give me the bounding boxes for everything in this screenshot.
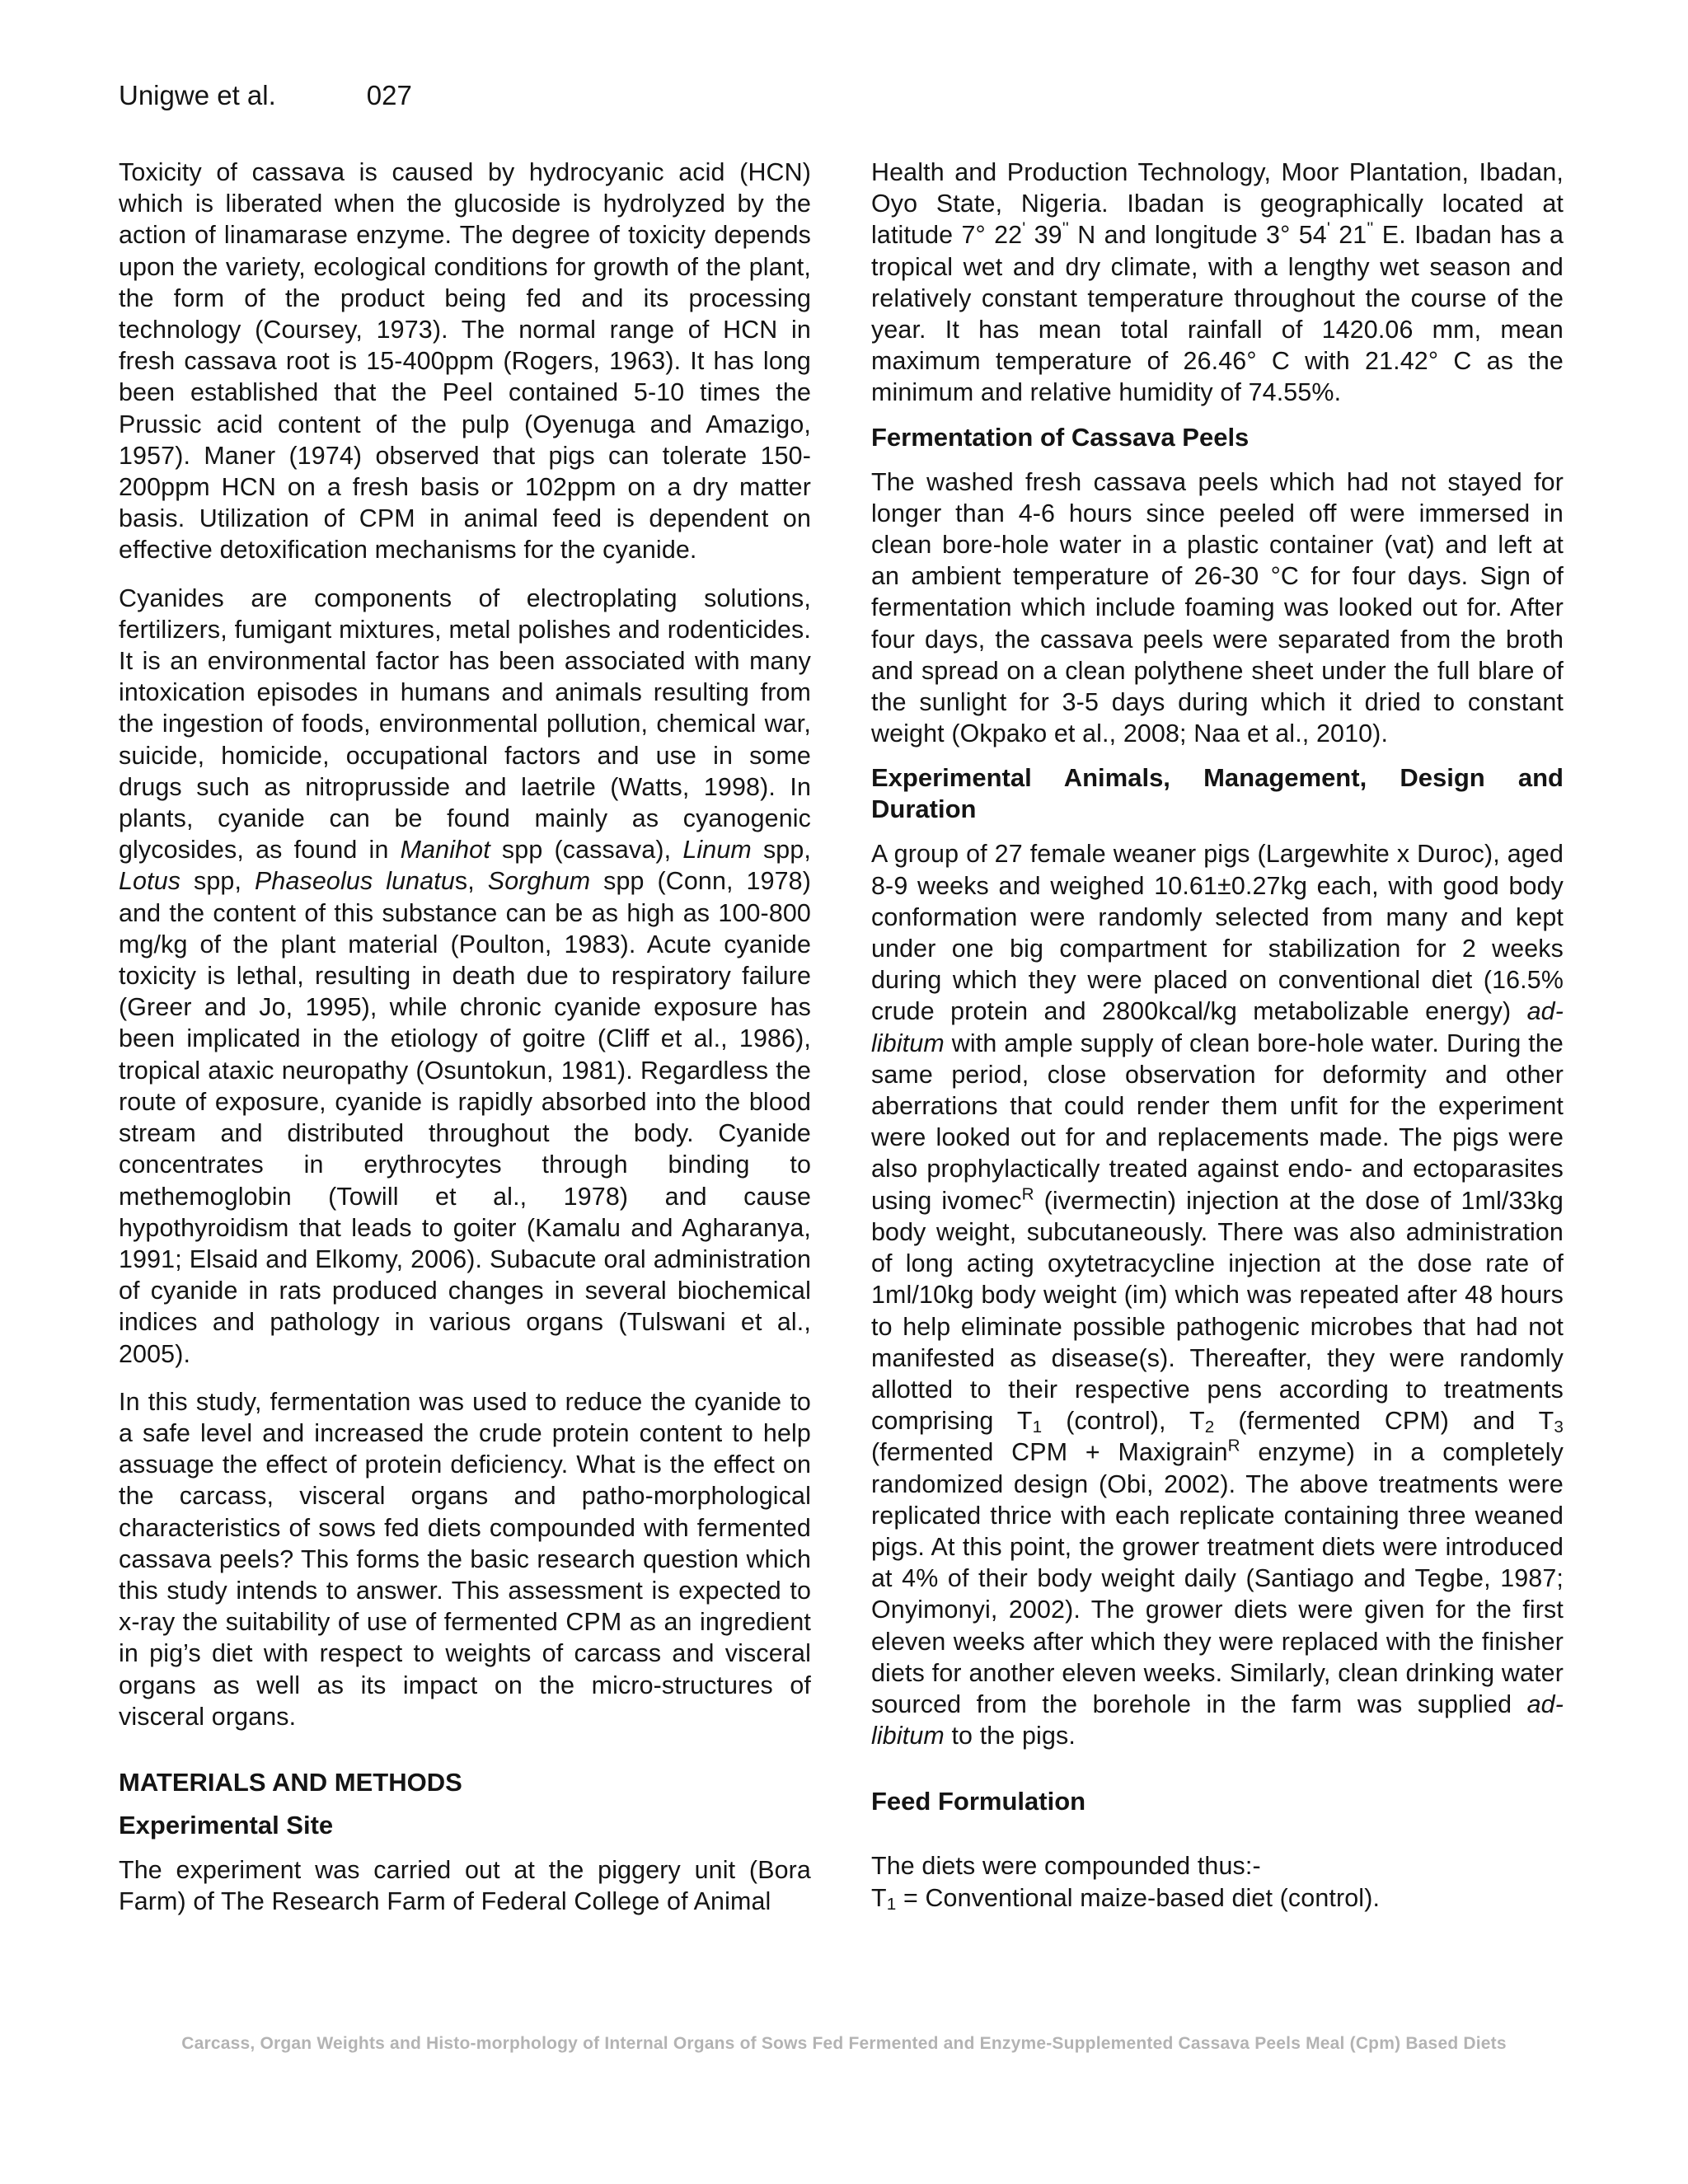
right-column bbox=[871, 157, 1564, 1914]
footer-running-title: Carcass, Organ Weights and Histo-morphology of Internal Organs of Sows Fed Fermented and Enzyme-Supplemented Cassava Peels Meal (Cpm) Based Diets bbox=[181, 2034, 1507, 2053]
paragraph-fermentation: The washed fresh cassava peels which had not stayed for longer than 4-6 hours since peeled off were immersed in clean bore-hole water in a plastic container (vat) and left at an ambient temperature of 26-30 °C for four days. Sign of fermentation which include foaming was looked out for. After four days, the cassava peels were separated from the broth and spread on a clean polythene sheet under the full blare of the sunlight for 3-5 days during which it dried to constant weight (Okpako et al., 2008; Naa et al., 2010). bbox=[871, 467, 1564, 748]
paragraph-cyanides: Cyanides are components of electroplating solutions, fertilizers, fumigant mixtures, metal polishes and rodenticides. It is an environmental factor has been associated with many intoxication episodes in humans and animals resulting from the ingestion of foods, environmental pollution, chemical war, suicide, homicide, occupational factors and use in some drugs such as nitroprusside and laetrile (Watts, 1998). In plants, cyanide can be found mainly as cyanogenic glycosides, as found in Manihot spp (cassava), Linum spp, Lotus spp, Phaseolus lunatus, Sorghum spp (Conn, 1978) and the content of this substance can be as high as 100-800 mg/kg of the plant material (Poulton, 1983). Acute cyanide toxicity is lethal, resulting in death due to respiratory failure (Greer and Jo, 1995), while chronic cyanide exposure has been implicated in the etiology of goitre (Cliff et al., 1986), tropical ataxic neuropathy (Osuntokun, 1981). Regardless the route of exposure, cyanide is rapidly absorbed into the blood stream and distributed throughout the body. Cyanide concentrates in erythrocytes through binding to methemoglobin (Towill et al., 1978) and cause hypothyroidism that leads to goiter (Kamalu and Agharanya, 1991; Elsaid and Elkomy, 2006). Subacute oral administration of cyanide in rats produced changes in several biochemical indices and pathology in various organs (Tulswani et al., 2005). bbox=[119, 583, 812, 1368]
diet-t1: $T_1$ = Conventional maize-based diet (control). bbox=[871, 1883, 1381, 1914]
running-head bbox=[119, 79, 412, 112]
paragraph-experimental-site: The experiment was carried out at the piggery unit (Bora Farm) of The Research Farm of Federal College of Animal bbox=[119, 1855, 811, 1916]
diet-intro: The diets were compounded thus:- bbox=[871, 1852, 1261, 1881]
heading-fermentation: Fermentation of Cassava Peels bbox=[871, 422, 1250, 452]
heading-experimental-site: Experimental Site bbox=[119, 1810, 334, 1840]
paragraph-study-aim: In this study, fermentation was used to reduce the cyanide to a safe level and increased the crude protein content to help assuage the effect of protein deficiency. What is the effect on the carcass, visceral organs and patho-morphological characteristics of sows fed diets compounded with fermented cassava peels? This forms the basic research question which this study intends to answer. This assessment is expected to x-ray the suitability of use of fermented CPM as an ingredient in pig’s diet with respect to weights of carcass and visceral organs as well as its impact on the micro-structures of visceral organs. bbox=[119, 1387, 811, 1731]
author-name: Unigwe et al. bbox=[119, 80, 276, 110]
paragraph-site-continued: Health and Production Technology, Moor Plantation, Ibadan, Oyo State, Nigeria. Ibadan is geographically located at latitude 7° 22' 39'' N and longitude 3° 54' 21'' E. Ibadan has a tropical wet and dry climate, with a lengthy wet season and relatively constant temperature throughout the course of the year. It has mean total rainfall of 1420.06 mm, mean maximum temperature of 26.46° C with 21.42° C as the minimum and relative humidity of 74.55%. bbox=[871, 158, 1564, 407]
paragraph-toxicity: Toxicity of cassava is caused by hydrocyanic acid (HCN) which is liberated when the glucoside is hydrolyzed by the action of linamarase enzyme. The degree of toxicity depends upon the variety, ecological conditions for growth of the plant, the form of the product being fed and its processing technology (Coursey, 1973). The normal range of HCN in fresh cassava root is 15-400ppm (Rogers, 1963). It has long been established that the Peel contained 5-10 times the Prussic acid content of the pulp (Oyenuga and Amazigo, 1957). Maner (1974) observed that pigs can tolerate 150- 200ppm HCN on a fresh basis or 102ppm on a dry matter basis. Utilization of CPM in animal feed is dependent on effective detoxification mechanisms for the cyanide. bbox=[119, 158, 811, 565]
heading-experimental-animals: Experimental Animals, Management, Design and Duration bbox=[871, 763, 1564, 824]
page-number: 027 bbox=[366, 80, 412, 110]
diet-list bbox=[871, 1850, 1564, 1913]
heading-feed-formulation: Feed Formulation bbox=[871, 1787, 1086, 1816]
paragraph-experimental-animals: A group of 27 female weaner pigs (Largewhite x Duroc), aged 8-9 weeks and weighed 10.61±0.27kg each, with good body conformation were randomly selected from many and kept under one big compartment for stabilization for 2 weeks during which they were placed on conventional diet (16.5% crude protein and 2800kcal/kg metabolizable energy) ad-libitum with ample supply of clean bore-hole water. During the same period, close observation for deformity and other aberrations that could render them unfit for the experiment were looked out for and replacements made. The pigs were also prophylactically treated against endo- and ectoparasites using ivomec$^R$ (ivermectin) injection at the dose of 1ml/33kg body weight, subcutaneously. There was also administration of long acting oxytetracycline injection at the dose rate of 1ml/10kg body weight (im) which was repeated after 48 hours to help eliminate possible pathogenic microbes that had not manifested as disease(s). Thereafter, they were randomly allotted to their respective pens according to treatments comprising $T_1$ (control), $T_2$ (fermented CPM) and $T_3$ (fermented CPM + Maxigrain$^R$ enzyme) in a completely randomized design (Obi, 2002). The above treatments were replicated thrice with each replicate containing three weaned pigs. At this point, the grower treatment diets were introduced at 4% of their body weight daily (Santiago and Tegbe, 1987; Onyimonyi, 2002). The grower diets were given for the first eleven weeks after which they were replaced with the finisher diets for another eleven weeks. Similarly, clean drinking water sourced from the borehole in the farm was supplied ad-libitum to the pigs. bbox=[871, 840, 1564, 1750]
left-column bbox=[119, 157, 811, 1917]
heading-materials-and-methods: MATERIALS AND METHODS bbox=[119, 1767, 462, 1797]
